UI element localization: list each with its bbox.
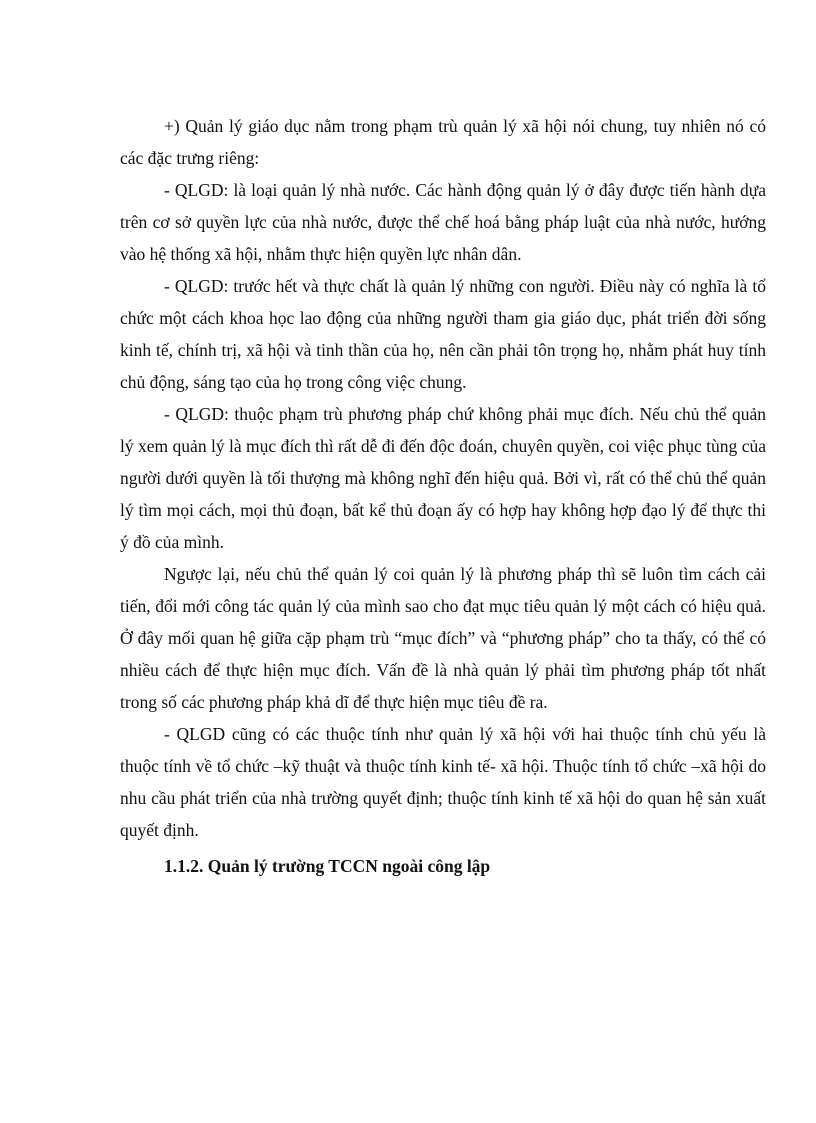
paragraph-method-category: - QLGD: thuộc phạm trù phương pháp chứ không phải mục đích. Nếu chủ thể quản lý xem quản lý là mục đích thì rất dễ đi đến độc đoán, chuyên quyền, coi việc phục tùng của người dưới quyền là tối thượng mà không nghĩ đến hiệu quả. Bởi vì, rất có thể chủ thể quản lý tìm mọi cách, mọi thủ đoạn, bất kể thủ đoạn ấy có hợp hay không hợp đạo lý để thực thi ý đồ của mình. — [120, 404, 766, 552]
document-body — [120, 110, 766, 882]
section-heading: 1.1.2. Quản lý trường TCCN ngoài công lập — [164, 856, 491, 876]
paragraph-state-management: - QLGD: là loại quản lý nhà nước. Các hành động quản lý ở đây được tiến hành dựa trên cơ sở quyền lực của nhà nước, được thể chế hoá bằng pháp luật của nhà nước, hướng vào hệ thống xã hội, nhằm thực hiện quyền lực nhân dân. — [120, 180, 766, 264]
paragraph-intro: +) Quản lý giáo dục nằm trong phạm trù quản lý xã hội nói chung, tuy nhiên nó có các đặc trưng riêng: — [120, 116, 766, 168]
paragraph-people-management: - QLGD: trước hết và thực chất là quản lý những con người. Điều này có nghĩa là tổ chức một cách khoa học lao động của những người tham gia giáo dục, phát triển đời sống kinh tế, chính trị, xã hội và tinh thần của họ, nên cần phải tôn trọng họ, nhằm phát huy tính chủ động, sáng tạo của họ trong công việc chung. — [120, 276, 766, 392]
paragraph-attributes: - QLGD cũng có các thuộc tính như quản lý xã hội với hai thuộc tính chủ yếu là thuộc tính về tổ chức –kỹ thuật và thuộc tính kinh tế- xã hội. Thuộc tính tổ chức –xã hội do nhu cầu phát triển của nhà trường quyết định; thuộc tính kinh tế xã hội do quan hệ sản xuất quyết định. — [120, 724, 766, 840]
paragraph-method-contrast: Ngược lại, nếu chủ thể quản lý coi quản lý là phương pháp thì sẽ luôn tìm cách cải tiến, đổi mới công tác quản lý của mình sao cho đạt mục tiêu quản lý một cách có hiệu quả. Ở đây mối quan hệ giữa cặp phạm trù “mục đích” và “phương pháp” cho ta thấy, có thể có nhiều cách để thực hiện mục đích. Vấn đề là nhà quản lý phải tìm phương pháp tốt nhất trong số các phương pháp khả dĩ để thực hiện mục tiêu đề ra. — [120, 564, 766, 712]
